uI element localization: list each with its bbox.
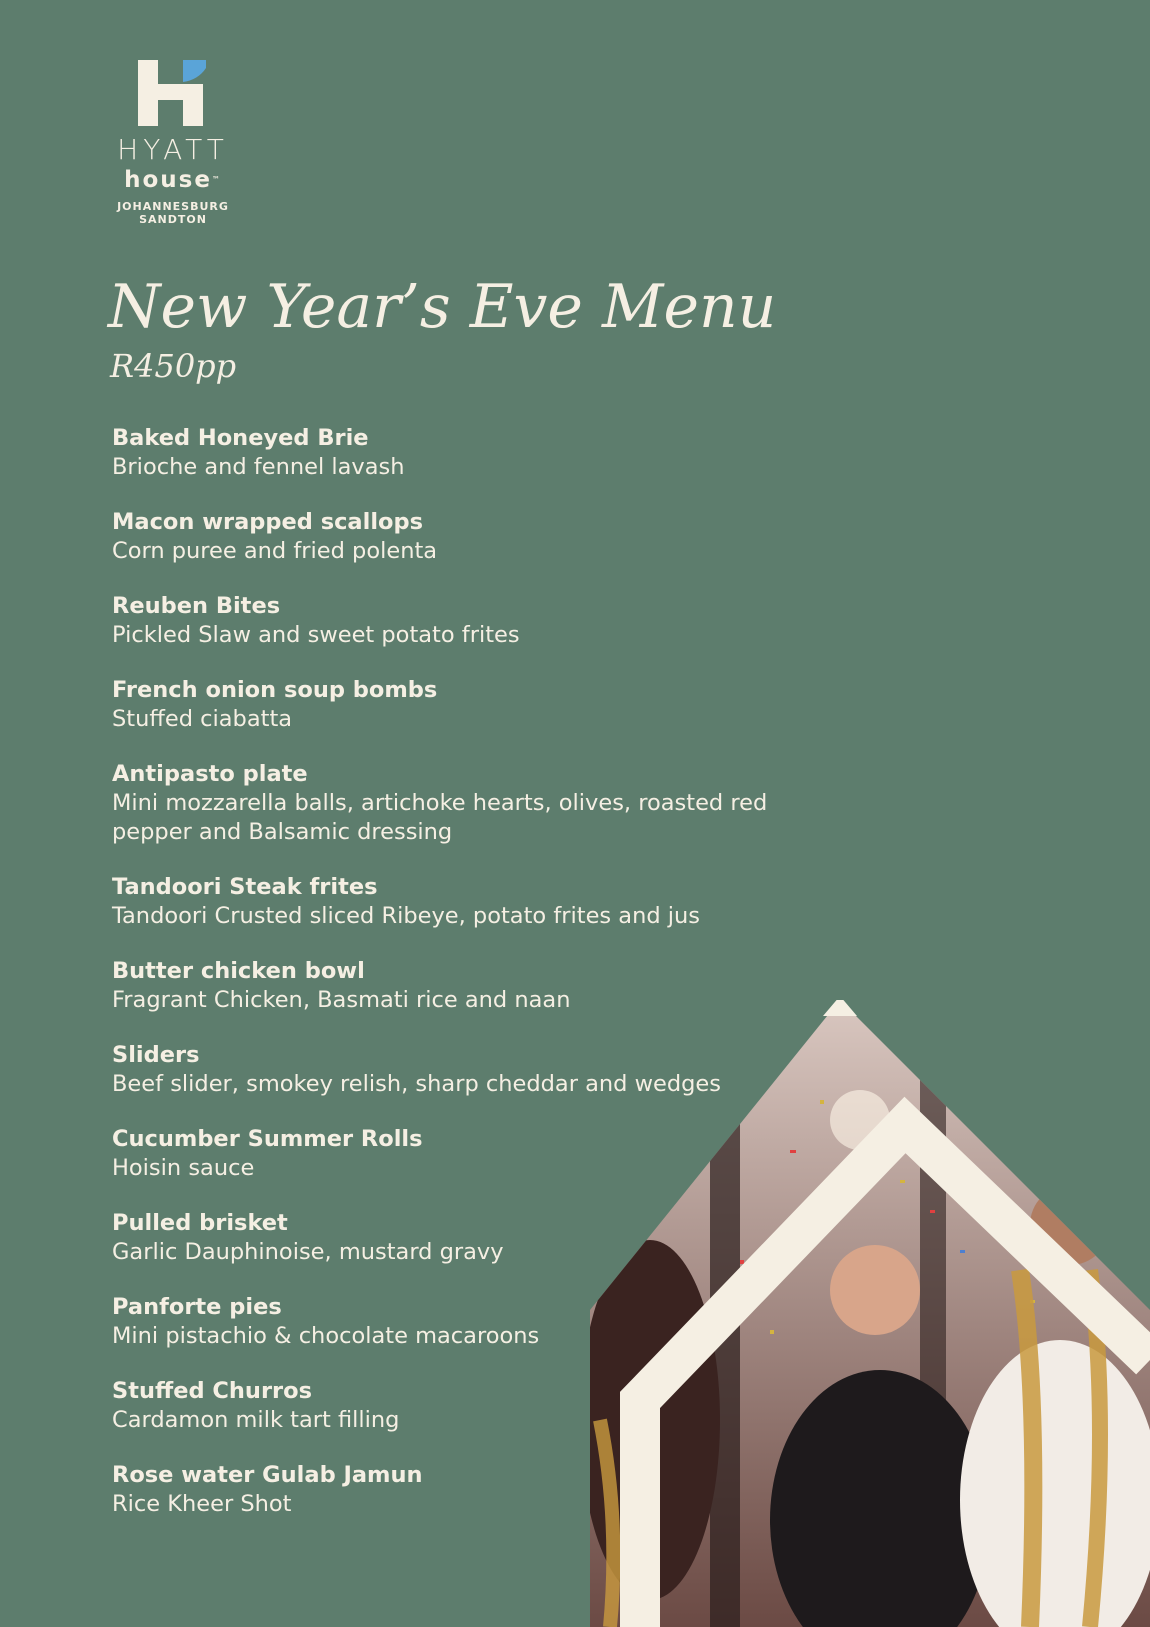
logo-location-line1: JOHANNESBURG (117, 200, 229, 213)
trademark-symbol: ™ (211, 175, 222, 184)
menu-item (112, 508, 872, 566)
menu-item-name: Baked Honeyed Brie (112, 425, 369, 451)
menu-item-desc: Hoisin sauce (112, 1155, 255, 1181)
logo-sub-text: house (124, 167, 212, 193)
logo-sub (108, 166, 238, 194)
menu-item-name: Stuffed Churros (112, 1378, 312, 1404)
menu-item-desc: Cardamon milk tart filling (112, 1407, 400, 1433)
menu-item-desc: Rice Kheer Shot (112, 1491, 292, 1517)
menu-item-desc: Mini pistachio & chocolate macaroons (112, 1323, 540, 1349)
menu-title: New Year’s Eve Menu (108, 272, 777, 342)
menu-item (112, 760, 872, 847)
celebration-photo (590, 1000, 1150, 1627)
menu-item-name: Macon wrapped scallops (112, 509, 423, 535)
menu-price: R450pp (110, 347, 237, 385)
menu-item (112, 424, 872, 482)
menu-item-name: Pulled brisket (112, 1210, 288, 1236)
menu-item (112, 676, 872, 734)
menu-item-desc: Brioche and fennel lavash (112, 454, 405, 480)
menu-item-name: Panforte pies (112, 1294, 282, 1320)
menu-item-name: Rose water Gulab Jamun (112, 1462, 423, 1488)
menu-item-name: Cucumber Summer Rolls (112, 1126, 423, 1152)
hotel-logo (108, 60, 238, 226)
menu-item-name: Tandoori Steak frites (112, 874, 378, 900)
menu-item-desc: Fragrant Chicken, Basmati rice and naan (112, 987, 571, 1013)
menu-item-desc: Stuffed ciabatta (112, 706, 293, 732)
logo-location-line2: SANDTON (139, 213, 207, 226)
menu-item-desc: Beef slider, smokey relish, sharp cheddar and wedges (112, 1071, 721, 1097)
menu-item-name: French onion soup bombs (112, 677, 438, 703)
menu-item-desc: Corn puree and fried polenta (112, 538, 438, 564)
menu-item-name: Reuben Bites (112, 593, 281, 619)
menu-item-desc: Tandoori Crusted sliced Ribeye, potato frites and jus (112, 903, 700, 929)
menu-item-desc: Pickled Slaw and sweet potato frites (112, 622, 520, 648)
menu-item-desc: Mini mozzarella balls, artichoke hearts, olives, roasted red pepper and Balsamic dressing (112, 790, 768, 845)
logo-brand: HYATT (117, 133, 229, 166)
menu-item-name: Sliders (112, 1042, 200, 1068)
hyatt-h-icon (138, 60, 208, 126)
menu-item-name: Antipasto plate (112, 761, 308, 787)
menu-item-desc: Garlic Dauphinoise, mustard gravy (112, 1239, 504, 1265)
menu-item-name: Butter chicken bowl (112, 958, 365, 984)
menu-item (112, 592, 872, 650)
menu-item (112, 873, 872, 931)
